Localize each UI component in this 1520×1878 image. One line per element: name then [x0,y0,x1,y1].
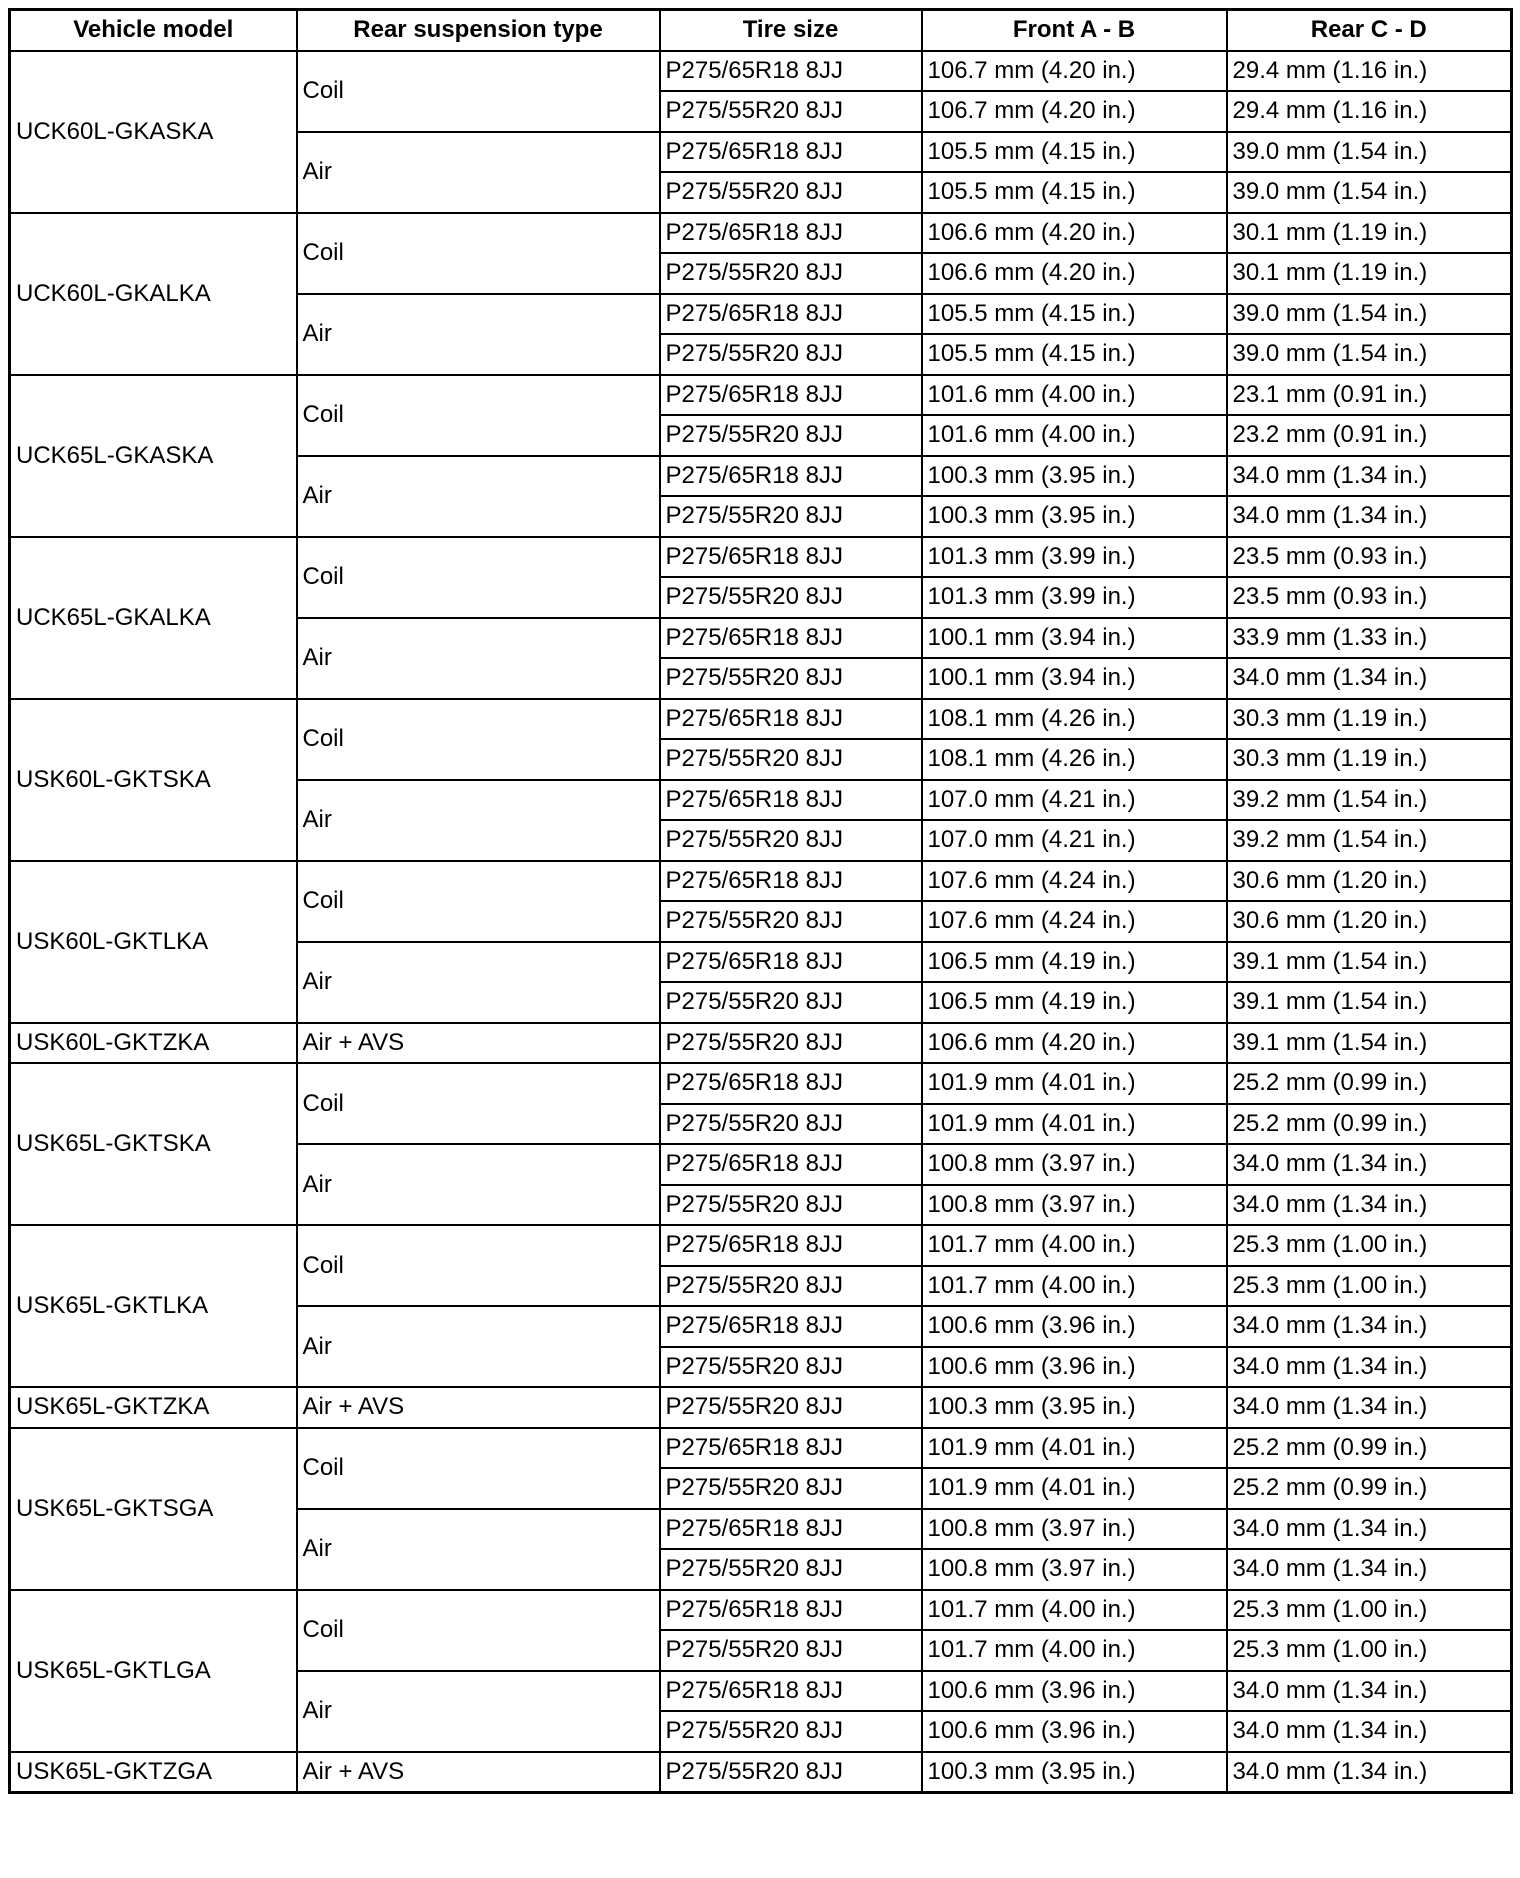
tire-size-cell: P275/65R18 8JJ [660,375,922,416]
rear-c-d-cell: 39.1 mm (1.54 in.) [1227,942,1512,983]
rear-c-d-cell: 39.0 mm (1.54 in.) [1227,294,1512,335]
tire-size-cell: P275/65R18 8JJ [660,456,922,497]
tire-size-cell: P275/65R18 8JJ [660,51,922,92]
front-a-b-cell: 108.1 mm (4.26 in.) [922,699,1227,740]
table-row [10,1428,1512,1469]
front-a-b-cell: 100.1 mm (3.94 in.) [922,658,1227,699]
rear-c-d-cell: 30.1 mm (1.19 in.) [1227,253,1512,294]
suspension-type-cell: Coil [297,1428,660,1509]
tire-size-cell: P275/55R20 8JJ [660,1468,922,1509]
front-a-b-cell: 107.0 mm (4.21 in.) [922,820,1227,861]
vehicle-model-cell: UCK60L-GKASKA [10,51,297,213]
rear-c-d-cell: 34.0 mm (1.34 in.) [1227,1752,1512,1793]
rear-c-d-cell: 34.0 mm (1.34 in.) [1227,1509,1512,1550]
tire-size-cell: P275/55R20 8JJ [660,739,922,780]
front-a-b-cell: 100.8 mm (3.97 in.) [922,1144,1227,1185]
front-a-b-cell: 101.9 mm (4.01 in.) [922,1468,1227,1509]
suspension-type-cell: Air [297,294,660,375]
suspension-type-cell: Air + AVS [297,1752,660,1793]
rear-c-d-cell: 34.0 mm (1.34 in.) [1227,1549,1512,1590]
rear-c-d-cell: 30.3 mm (1.19 in.) [1227,699,1512,740]
header-vehicle-model: Vehicle model [10,10,297,51]
front-a-b-cell: 100.3 mm (3.95 in.) [922,456,1227,497]
front-a-b-cell: 107.6 mm (4.24 in.) [922,861,1227,902]
rear-c-d-cell: 30.1 mm (1.19 in.) [1227,213,1512,254]
front-a-b-cell: 101.9 mm (4.01 in.) [922,1063,1227,1104]
rear-c-d-cell: 29.4 mm (1.16 in.) [1227,51,1512,92]
front-a-b-cell: 106.7 mm (4.20 in.) [922,91,1227,132]
rear-c-d-cell: 30.6 mm (1.20 in.) [1227,901,1512,942]
tire-size-cell: P275/65R18 8JJ [660,132,922,173]
tire-size-cell: P275/55R20 8JJ [660,577,922,618]
rear-c-d-cell: 34.0 mm (1.34 in.) [1227,658,1512,699]
front-a-b-cell: 106.5 mm (4.19 in.) [922,942,1227,983]
table-row [10,1590,1512,1631]
suspension-type-cell: Air [297,1671,660,1752]
tire-size-cell: P275/65R18 8JJ [660,294,922,335]
header-rear-suspension-type: Rear suspension type [297,10,660,51]
front-a-b-cell: 101.9 mm (4.01 in.) [922,1428,1227,1469]
rear-c-d-cell: 39.2 mm (1.54 in.) [1227,780,1512,821]
rear-c-d-cell: 34.0 mm (1.34 in.) [1227,1347,1512,1388]
tire-size-cell: P275/55R20 8JJ [660,172,922,213]
tire-size-cell: P275/65R18 8JJ [660,699,922,740]
suspension-type-cell: Air + AVS [297,1387,660,1428]
suspension-type-cell: Air + AVS [297,1023,660,1064]
tire-size-cell: P275/55R20 8JJ [660,1347,922,1388]
tire-size-cell: P275/55R20 8JJ [660,901,922,942]
front-a-b-cell: 100.3 mm (3.95 in.) [922,496,1227,537]
front-a-b-cell: 101.7 mm (4.00 in.) [922,1266,1227,1307]
table-row [10,375,1512,416]
table-row [10,1387,1512,1428]
front-a-b-cell: 100.6 mm (3.96 in.) [922,1711,1227,1752]
front-a-b-cell: 100.8 mm (3.97 in.) [922,1509,1227,1550]
tire-size-cell: P275/65R18 8JJ [660,1671,922,1712]
vehicle-model-cell: USK60L-GKTLKA [10,861,297,1023]
tire-size-cell: P275/55R20 8JJ [660,496,922,537]
vehicle-model-cell: USK60L-GKTSKA [10,699,297,861]
tire-size-cell: P275/65R18 8JJ [660,780,922,821]
rear-c-d-cell: 25.3 mm (1.00 in.) [1227,1266,1512,1307]
suspension-type-cell: Air [297,1509,660,1590]
vehicle-height-spec-table [8,8,1513,1794]
suspension-type-cell: Coil [297,213,660,294]
rear-c-d-cell: 25.2 mm (0.99 in.) [1227,1468,1512,1509]
tire-size-cell: P275/55R20 8JJ [660,1752,922,1793]
tire-size-cell: P275/65R18 8JJ [660,1428,922,1469]
suspension-type-cell: Coil [297,1063,660,1144]
front-a-b-cell: 108.1 mm (4.26 in.) [922,739,1227,780]
tire-size-cell: P275/65R18 8JJ [660,1590,922,1631]
suspension-type-cell: Air [297,942,660,1023]
suspension-type-cell: Coil [297,537,660,618]
tire-size-cell: P275/55R20 8JJ [660,658,922,699]
tire-size-cell: P275/65R18 8JJ [660,1063,922,1104]
rear-c-d-cell: 34.0 mm (1.34 in.) [1227,456,1512,497]
front-a-b-cell: 107.0 mm (4.21 in.) [922,780,1227,821]
rear-c-d-cell: 25.3 mm (1.00 in.) [1227,1225,1512,1266]
suspension-type-cell: Coil [297,861,660,942]
suspension-type-cell: Coil [297,1225,660,1306]
tire-size-cell: P275/55R20 8JJ [660,1630,922,1671]
rear-c-d-cell: 39.0 mm (1.54 in.) [1227,172,1512,213]
front-a-b-cell: 100.3 mm (3.95 in.) [922,1752,1227,1793]
front-a-b-cell: 100.3 mm (3.95 in.) [922,1387,1227,1428]
tire-size-cell: P275/65R18 8JJ [660,1144,922,1185]
rear-c-d-cell: 25.2 mm (0.99 in.) [1227,1104,1512,1145]
front-a-b-cell: 100.6 mm (3.96 in.) [922,1306,1227,1347]
front-a-b-cell: 105.5 mm (4.15 in.) [922,294,1227,335]
table-row [10,1752,1512,1793]
vehicle-model-cell: USK65L-GKTZGA [10,1752,297,1793]
vehicle-model-cell: UCK60L-GKALKA [10,213,297,375]
table-row [10,1063,1512,1104]
rear-c-d-cell: 29.4 mm (1.16 in.) [1227,91,1512,132]
front-a-b-cell: 101.6 mm (4.00 in.) [922,415,1227,456]
tire-size-cell: P275/55R20 8JJ [660,1549,922,1590]
tire-size-cell: P275/55R20 8JJ [660,334,922,375]
front-a-b-cell: 101.9 mm (4.01 in.) [922,1104,1227,1145]
table-body [10,51,1512,1793]
suspension-type-cell: Coil [297,699,660,780]
front-a-b-cell: 100.6 mm (3.96 in.) [922,1671,1227,1712]
rear-c-d-cell: 23.2 mm (0.91 in.) [1227,415,1512,456]
front-a-b-cell: 106.6 mm (4.20 in.) [922,253,1227,294]
table-row [10,861,1512,902]
rear-c-d-cell: 34.0 mm (1.34 in.) [1227,496,1512,537]
header-tire-size: Tire size [660,10,922,51]
front-a-b-cell: 100.1 mm (3.94 in.) [922,618,1227,659]
rear-c-d-cell: 34.0 mm (1.34 in.) [1227,1144,1512,1185]
tire-size-cell: P275/65R18 8JJ [660,861,922,902]
front-a-b-cell: 101.7 mm (4.00 in.) [922,1630,1227,1671]
front-a-b-cell: 101.7 mm (4.00 in.) [922,1225,1227,1266]
front-a-b-cell: 105.5 mm (4.15 in.) [922,132,1227,173]
vehicle-model-cell: USK65L-GKTSGA [10,1428,297,1590]
tire-size-cell: P275/65R18 8JJ [660,618,922,659]
table-header [10,10,1512,51]
front-a-b-cell: 100.8 mm (3.97 in.) [922,1185,1227,1226]
tire-size-cell: P275/65R18 8JJ [660,213,922,254]
vehicle-model-cell: USK60L-GKTZKA [10,1023,297,1064]
front-a-b-cell: 105.5 mm (4.15 in.) [922,334,1227,375]
table-row [10,213,1512,254]
front-a-b-cell: 101.3 mm (3.99 in.) [922,577,1227,618]
tire-size-cell: P275/65R18 8JJ [660,1509,922,1550]
rear-c-d-cell: 25.3 mm (1.00 in.) [1227,1590,1512,1631]
front-a-b-cell: 101.6 mm (4.00 in.) [922,375,1227,416]
rear-c-d-cell: 30.6 mm (1.20 in.) [1227,861,1512,902]
tire-size-cell: P275/55R20 8JJ [660,253,922,294]
tire-size-cell: P275/55R20 8JJ [660,982,922,1023]
suspension-type-cell: Coil [297,1590,660,1671]
vehicle-model-cell: USK65L-GKTZKA [10,1387,297,1428]
suspension-type-cell: Air [297,618,660,699]
suspension-type-cell: Air [297,456,660,537]
table-row [10,537,1512,578]
rear-c-d-cell: 23.5 mm (0.93 in.) [1227,537,1512,578]
suspension-type-cell: Air [297,1144,660,1225]
front-a-b-cell: 106.6 mm (4.20 in.) [922,1023,1227,1064]
header-front-a-b: Front A - B [922,10,1227,51]
front-a-b-cell: 100.8 mm (3.97 in.) [922,1549,1227,1590]
front-a-b-cell: 105.5 mm (4.15 in.) [922,172,1227,213]
table-row [10,699,1512,740]
front-a-b-cell: 101.7 mm (4.00 in.) [922,1590,1227,1631]
tire-size-cell: P275/65R18 8JJ [660,1306,922,1347]
front-a-b-cell: 106.5 mm (4.19 in.) [922,982,1227,1023]
tire-size-cell: P275/55R20 8JJ [660,1711,922,1752]
rear-c-d-cell: 25.2 mm (0.99 in.) [1227,1428,1512,1469]
rear-c-d-cell: 23.5 mm (0.93 in.) [1227,577,1512,618]
rear-c-d-cell: 34.0 mm (1.34 in.) [1227,1306,1512,1347]
tire-size-cell: P275/55R20 8JJ [660,1104,922,1145]
suspension-type-cell: Air [297,780,660,861]
tire-size-cell: P275/65R18 8JJ [660,942,922,983]
rear-c-d-cell: 25.2 mm (0.99 in.) [1227,1063,1512,1104]
tire-size-cell: P275/65R18 8JJ [660,1225,922,1266]
rear-c-d-cell: 39.0 mm (1.54 in.) [1227,132,1512,173]
tire-size-cell: P275/55R20 8JJ [660,1266,922,1307]
front-a-b-cell: 100.6 mm (3.96 in.) [922,1347,1227,1388]
tire-size-cell: P275/55R20 8JJ [660,1387,922,1428]
vehicle-model-cell: UCK65L-GKASKA [10,375,297,537]
front-a-b-cell: 101.3 mm (3.99 in.) [922,537,1227,578]
rear-c-d-cell: 25.3 mm (1.00 in.) [1227,1630,1512,1671]
suspension-type-cell: Air [297,1306,660,1387]
header-rear-c-d: Rear C - D [1227,10,1512,51]
vehicle-model-cell: UCK65L-GKALKA [10,537,297,699]
rear-c-d-cell: 33.9 mm (1.33 in.) [1227,618,1512,659]
table-row [10,1225,1512,1266]
rear-c-d-cell: 30.3 mm (1.19 in.) [1227,739,1512,780]
vehicle-model-cell: USK65L-GKTLKA [10,1225,297,1387]
vehicle-model-cell: USK65L-GKTSKA [10,1063,297,1225]
rear-c-d-cell: 23.1 mm (0.91 in.) [1227,375,1512,416]
rear-c-d-cell: 39.1 mm (1.54 in.) [1227,1023,1512,1064]
table-row [10,51,1512,92]
suspension-type-cell: Coil [297,51,660,132]
front-a-b-cell: 107.6 mm (4.24 in.) [922,901,1227,942]
rear-c-d-cell: 39.2 mm (1.54 in.) [1227,820,1512,861]
rear-c-d-cell: 39.0 mm (1.54 in.) [1227,334,1512,375]
rear-c-d-cell: 34.0 mm (1.34 in.) [1227,1711,1512,1752]
rear-c-d-cell: 34.0 mm (1.34 in.) [1227,1185,1512,1226]
spec-table-container [8,8,1513,1794]
header-row [10,10,1512,51]
rear-c-d-cell: 34.0 mm (1.34 in.) [1227,1387,1512,1428]
table-row [10,1023,1512,1064]
tire-size-cell: P275/55R20 8JJ [660,1185,922,1226]
rear-c-d-cell: 34.0 mm (1.34 in.) [1227,1671,1512,1712]
front-a-b-cell: 106.6 mm (4.20 in.) [922,213,1227,254]
front-a-b-cell: 106.7 mm (4.20 in.) [922,51,1227,92]
vehicle-model-cell: USK65L-GKTLGA [10,1590,297,1752]
tire-size-cell: P275/55R20 8JJ [660,91,922,132]
tire-size-cell: P275/55R20 8JJ [660,820,922,861]
suspension-type-cell: Air [297,132,660,213]
suspension-type-cell: Coil [297,375,660,456]
tire-size-cell: P275/55R20 8JJ [660,1023,922,1064]
tire-size-cell: P275/65R18 8JJ [660,537,922,578]
tire-size-cell: P275/55R20 8JJ [660,415,922,456]
rear-c-d-cell: 39.1 mm (1.54 in.) [1227,982,1512,1023]
